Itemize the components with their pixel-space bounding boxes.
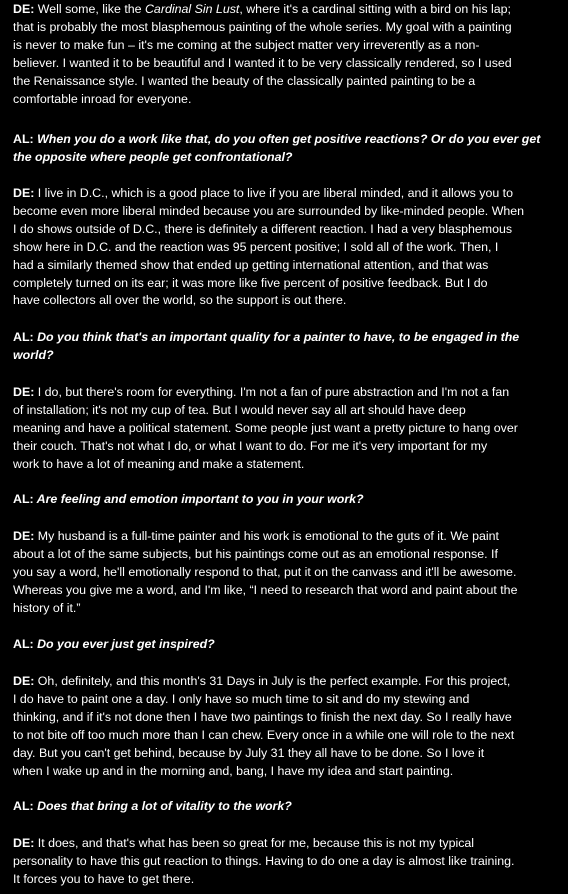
text-line: have collectors all over the world, so the support is out there.: [13, 293, 347, 308]
text-segment: Do you think that's an important quality for a painter to have, to be engaged in the: [33, 330, 520, 344]
text-line: [13, 673, 561, 691]
text-line: believer. I wanted it to be beautiful and I wanted it to be very classically rendered, so I used: [13, 55, 512, 70]
text-line: [13, 491, 561, 509]
text-line: [13, 636, 561, 654]
text-segment: Does that bring a lot of vitality to the work?: [33, 799, 292, 813]
text-line: their couch. That's not what I do, or what I want to do. For me it's very important for my: [13, 438, 488, 453]
text-line: about a lot of the same subjects, but his paintings come out as an emotional response. If: [13, 546, 498, 561]
answer-paragraph: [13, 185, 561, 310]
text-line: to not bite off too much more than I can chew. Every once in a while one will role to the next: [13, 727, 515, 742]
text-line: completely turned on its ear; it was more like five percent of positive feedback. But I do: [13, 275, 488, 290]
text-segment: Well some, like the: [34, 2, 145, 16]
artwork-title: Cardinal Sin Lust: [144, 2, 240, 16]
text-line: the Renaissance style. I wanted the beauty of the classically painted painting to be a: [13, 73, 476, 88]
text-line: day. But you can't get behind, because by July 31 they all have to be done. So I love it: [13, 745, 485, 760]
speaker-label: DE:: [13, 836, 35, 850]
text-segment: My husband is a full-time painter and his work is emotional to the guts of it. We paint: [34, 529, 499, 543]
text-line: Whereas you give me a word, and I'm like, “I need to research that word and paint about the: [13, 582, 518, 597]
speaker-label: DE:: [13, 674, 35, 688]
text-line: when I wake up and in the morning and, bang, I have my idea and start painting.: [13, 763, 454, 778]
text-line: [13, 798, 561, 816]
speaker-label: AL:: [13, 330, 34, 344]
text-line: the opposite where people get confrontational?: [13, 149, 293, 164]
text-segment: Do you ever just get inspired?: [33, 637, 215, 651]
speaker-label: DE:: [13, 529, 35, 543]
answer-paragraph: [13, 1, 561, 108]
text-segment: , where it's a cardinal sitting with a bird on his lap;: [239, 2, 511, 16]
text-line: [13, 1, 561, 19]
text-line: [13, 384, 561, 402]
text-segment: I live in D.C., which is a good place to live if you are liberal minded, and it allows you to: [34, 186, 513, 200]
text-segment: When you do a work like that, do you often get positive reactions? Or do you ever get: [33, 132, 541, 146]
speaker-label: AL:: [13, 492, 34, 506]
answer-paragraph: [13, 384, 561, 474]
text-segment: Are feeling and emotion important to you in your work?: [33, 492, 364, 506]
text-line: you say a word, he'll emotionally respond to that, put it on the canvass and it'll be awesome.: [13, 564, 517, 579]
text-line: work to have a lot of meaning and make a statement.: [13, 456, 305, 471]
question-paragraph: [13, 636, 561, 654]
text-segment: I do, but there's room for everything. I'm not a fan of pure abstraction and I'm not a fan: [34, 385, 510, 399]
speaker-label: AL:: [13, 637, 34, 651]
text-line: is never to make fun – it's me coming at the subject matter very irreverently as a non-: [13, 37, 480, 52]
question-paragraph: [13, 491, 561, 509]
text-line: history of it.”: [13, 600, 81, 615]
answer-paragraph: [13, 835, 561, 889]
question-paragraph: [13, 798, 561, 816]
answer-paragraph: [13, 673, 561, 780]
text-line: personality to have this gut reaction to things. Having to do one a day is almost like training.: [13, 853, 515, 868]
text-segment: It does, and that's what has been so great for me, because this is not my typical: [34, 836, 475, 850]
text-line: become even more liberal minded because you are surrounded by like-minded people. When: [13, 203, 525, 218]
text-line: meaning and have a political statement. Some people just want a pretty picture to hang over: [13, 420, 518, 435]
speaker-label: AL:: [13, 132, 34, 146]
speaker-label: DE:: [13, 2, 35, 16]
question-paragraph: [13, 329, 561, 365]
speaker-label: AL:: [13, 799, 34, 813]
text-line: [13, 131, 561, 149]
text-line: of installation; it's not my cup of tea. But I would never say all art should have deep: [13, 402, 466, 417]
text-line: I do shows outside of D.C., there is definitely a different reaction. I had a very blasphemous: [13, 221, 513, 236]
text-line: [13, 185, 561, 203]
speaker-label: DE:: [13, 385, 35, 399]
text-line: world?: [13, 347, 54, 362]
text-segment: Oh, definitely, and this month's 31 Days in July is the perfect example. For this project,: [34, 674, 511, 688]
text-line: [13, 329, 561, 347]
text-line: I do have to paint one a day. I only have so much time to sit and do my stewing and: [13, 691, 470, 706]
text-line: thinking, and if it's not done then I have two paintings to finish the next day. So I really have: [13, 709, 512, 724]
text-line: [13, 528, 561, 546]
question-paragraph: [13, 131, 561, 167]
text-line: It forces you to have to get there.: [13, 871, 195, 886]
text-line: [13, 835, 561, 853]
text-line: show here in D.C. and the reaction was 95 percent positive; I sold all of the work. Then, I: [13, 239, 499, 254]
text-line: that is probably the most blasphemous painting of the whole series. My goal with a painting: [13, 19, 512, 34]
text-line: had a similarly themed show that ended up getting international attention, and that was: [13, 257, 489, 272]
answer-paragraph: [13, 528, 561, 618]
text-line: comfortable inroad for everyone.: [13, 91, 192, 106]
speaker-label: DE:: [13, 186, 35, 200]
